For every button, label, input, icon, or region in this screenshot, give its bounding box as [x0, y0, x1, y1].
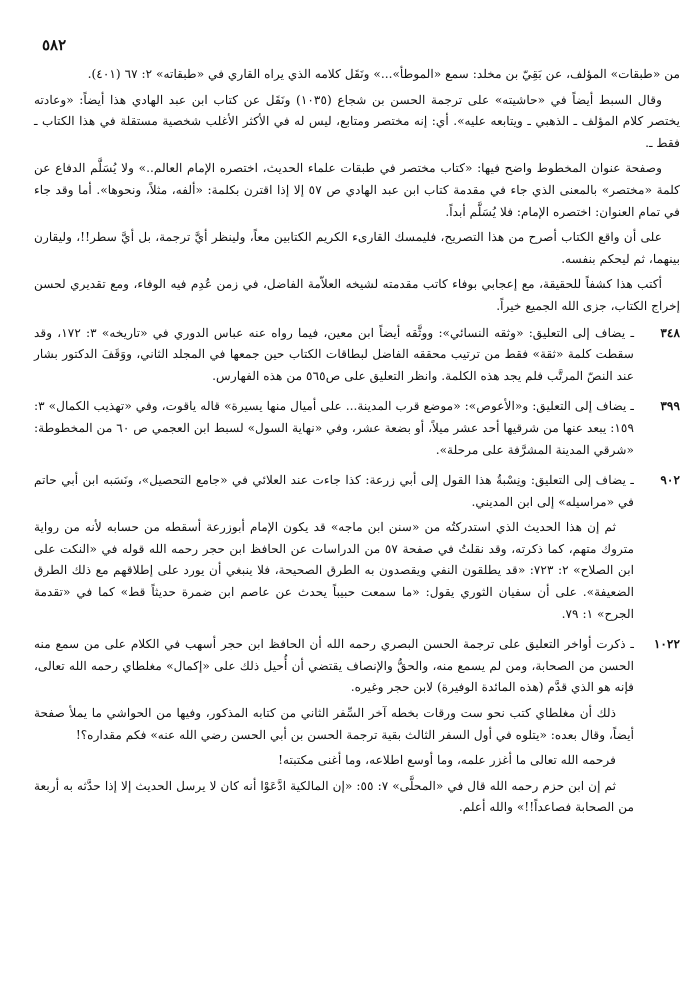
intro-paragraph-3: وصفحة عنوان المخطوط واضح فيها: «كتاب مختصر في طبقات علماء الحديث، اختصره الإمام العالم..» ولا يُسَلَّم الدفاع عن كلمة «مختصر» بالمعنى الذي جاء في مقدمة كتاب ابن عبد الهادي ص ٥٧ إلا إذا اقترن بكلمة: «ألفه، مثلاً، ونحوها». أما وقد جاء في تمام العنوان: اختصره الإمام: فلا يُسَلَّم أبداً. [34, 161, 680, 219]
note-paragraph: ثم إن ابن حزم رحمه الله قال في «المحلَّى» ٧: ٥٥: «إن المالكية ادَّعَوْا أنه كان لا يرسل الحديث إلا إذا حدَّثه به أربعة من الصحابة فصاعداً!!» والله أعلم. [34, 778, 634, 815]
page-number: ٥٨٢ [42, 36, 67, 54]
note-number: ٣٤٨ [660, 325, 680, 340]
note-body [34, 323, 634, 392]
note-body [34, 470, 634, 629]
note-1022 [34, 634, 680, 823]
intro-paragraph-4: على أن واقع الكتاب أصرح من هذا التصريح، فليمسك القارىء الكريم الكتابين معاً، ولينظر أيَّ ترجمة، بل أيَّ سطر!!، وليقارن بينهما، ثم ليحكم بنفسه. [34, 230, 680, 266]
note-number: ٣٩٩ [660, 399, 680, 414]
note-348 [34, 323, 680, 392]
note-paragraph: ـ يضاف إلى التعليق: و«الأعوص»: «موضع قرب المدينة... على أميال منها يسيرة» قاله ياقوت، وفي «تهذيب الكمال» ٣: ١٥٩: يبعد عنها من شرقيها أحد عشر ميلاً، أو بضعة عشر، وفي «نهاية السول» لسبط ابن العجمي ص ٦٠ من المخطوطة: «شرقي المدينة المشرَّفة على مرحلة». [34, 399, 634, 457]
note-body [34, 396, 634, 465]
note-paragraph: ـ ذكرت أواخر التعليق على ترجمة الحسن البصري رحمه الله أن الحافظ ابن حجر أسهب في الكلام على من سمع منه الحسن من الصحابة، ومن لم يسمع منه، والحقُّ والإنصاف يقتضي أن أُحيل ذلك على «إكمال» مغلطاي رحمه الله تعالى، فإنه هو الذي قدَّم (هذه المائدة الوفيرة) لابن حجر وغيره. [34, 637, 634, 695]
note-number: ٩٠٢ [660, 473, 680, 488]
note-paragraph: فرحمه الله تعالى ما أغزر علمه، وما أوسع اطلاعه، وما أغنى مكتبته! [278, 753, 616, 768]
note-paragraph: ثم إن هذا الحديث الذي استدركتُه من «سنن ابن ماجه» قد يكون الإمام أبوزرعة أسقطه من حسابه لأنه من رواية متروك متهم، كما ذكرته، وقد نقلتُ في صفحة ٥٧ من الدراسات عن الحافظ ابن حجر رحمه الله قوله في «النكت على ابن الصلاح» ٢: ٧٢٣: «قد يطلقون النفي ويقصدون به الطرق الصحيحة، فلا ينبغي أن يورد على إطلاقهم مع ذلك الطرق الضعيفة». على أن سفيان الثوري يقول: «ما سمعت حبيباً يحدث عن عاصم ابن ضمرة حديثاً قط» كما في «تقدمة الجرح» ١: ٧٩. [34, 520, 634, 621]
intro-paragraph-1: من «طبقات» المؤلف، عن بَقِيّ بن مخلد: سمع «الموطأ»...» ونَقَل كلامه الذي يراه القاري في «طبقاته» ٢: ٦٧ (٤٠١). [87, 67, 680, 81]
note-body [34, 634, 634, 823]
note-number: ١٠٢٢ [653, 637, 680, 652]
intro-paragraph-5: أكتب هذا كشفاً للحقيقة، مع إعجابي بوفاء كاتب مقدمته لشيخه العلاّمة الفاضل، في زمن عُدِم فيه الوفاء، ومع تقديري لحسن إخراج الكتاب، جزى الله الجميع خيراً. [34, 277, 680, 313]
page-content [34, 64, 680, 823]
note-paragraph: ذلك أن مغلطاي كتب نحو ست ورقات بخطه آخر السِّفر الثاني من كتابه المذكور، وفيها من الحواشي ما يملأ صفحة أيضاً، وقال بعده: «يتلوه في أول السفر الثالث بقية ترجمة الحسن بن أبي الحسن رضي الله عنه» فكم مقداره؟! [34, 706, 634, 742]
note-902 [34, 470, 680, 629]
note-paragraph: ـ يضاف إلى التعليق: ونِسْبةُ هذا القول إلى أبي زرعة: كذا جاءت عند العلائي في «جامع التحصيل»، ونَسَبه ابن أبي حاتم في «مراسيله» إلى ابن المديني. [34, 473, 634, 509]
intro-paragraph-2: وقال السبط أيضاً في «حاشيته» على ترجمة الحسن بن شجاع (١٠٣٥) ونَقَل عن كتاب ابن عبد الهادي هذا أيضاً: «وعادته يختصر كلام المؤلف ـ الذهبي ـ ويتابعه عليه». أي: إنه مختصر ومتابع، ليس له في الأكثر الأغلب شخصية مستقلة في هذا الكتاب ـ فقط ـ. [34, 92, 680, 150]
note-399 [34, 396, 680, 465]
note-paragraph: ـ يضاف إلى التعليق: «وثقه النسائي»: ووثَّقه أيضاً ابن معين، فيما رواه عنه عباس الدوري في «تاريخه» ٣: ١٧٢، وقد سقطت كلمة «ثقة» فقط من ترتيب محققه الفاضل لبطاقات الكتاب حين جمعها في المجلد الثاني، ووَقَفَ الدكتور بشار عند النصّ المرتَّب فلم يجد هذه الكلمة. وانظر التعليق على ص٥٦٥ من هذه الفهارس. [34, 325, 635, 383]
intro-section [34, 64, 680, 318]
